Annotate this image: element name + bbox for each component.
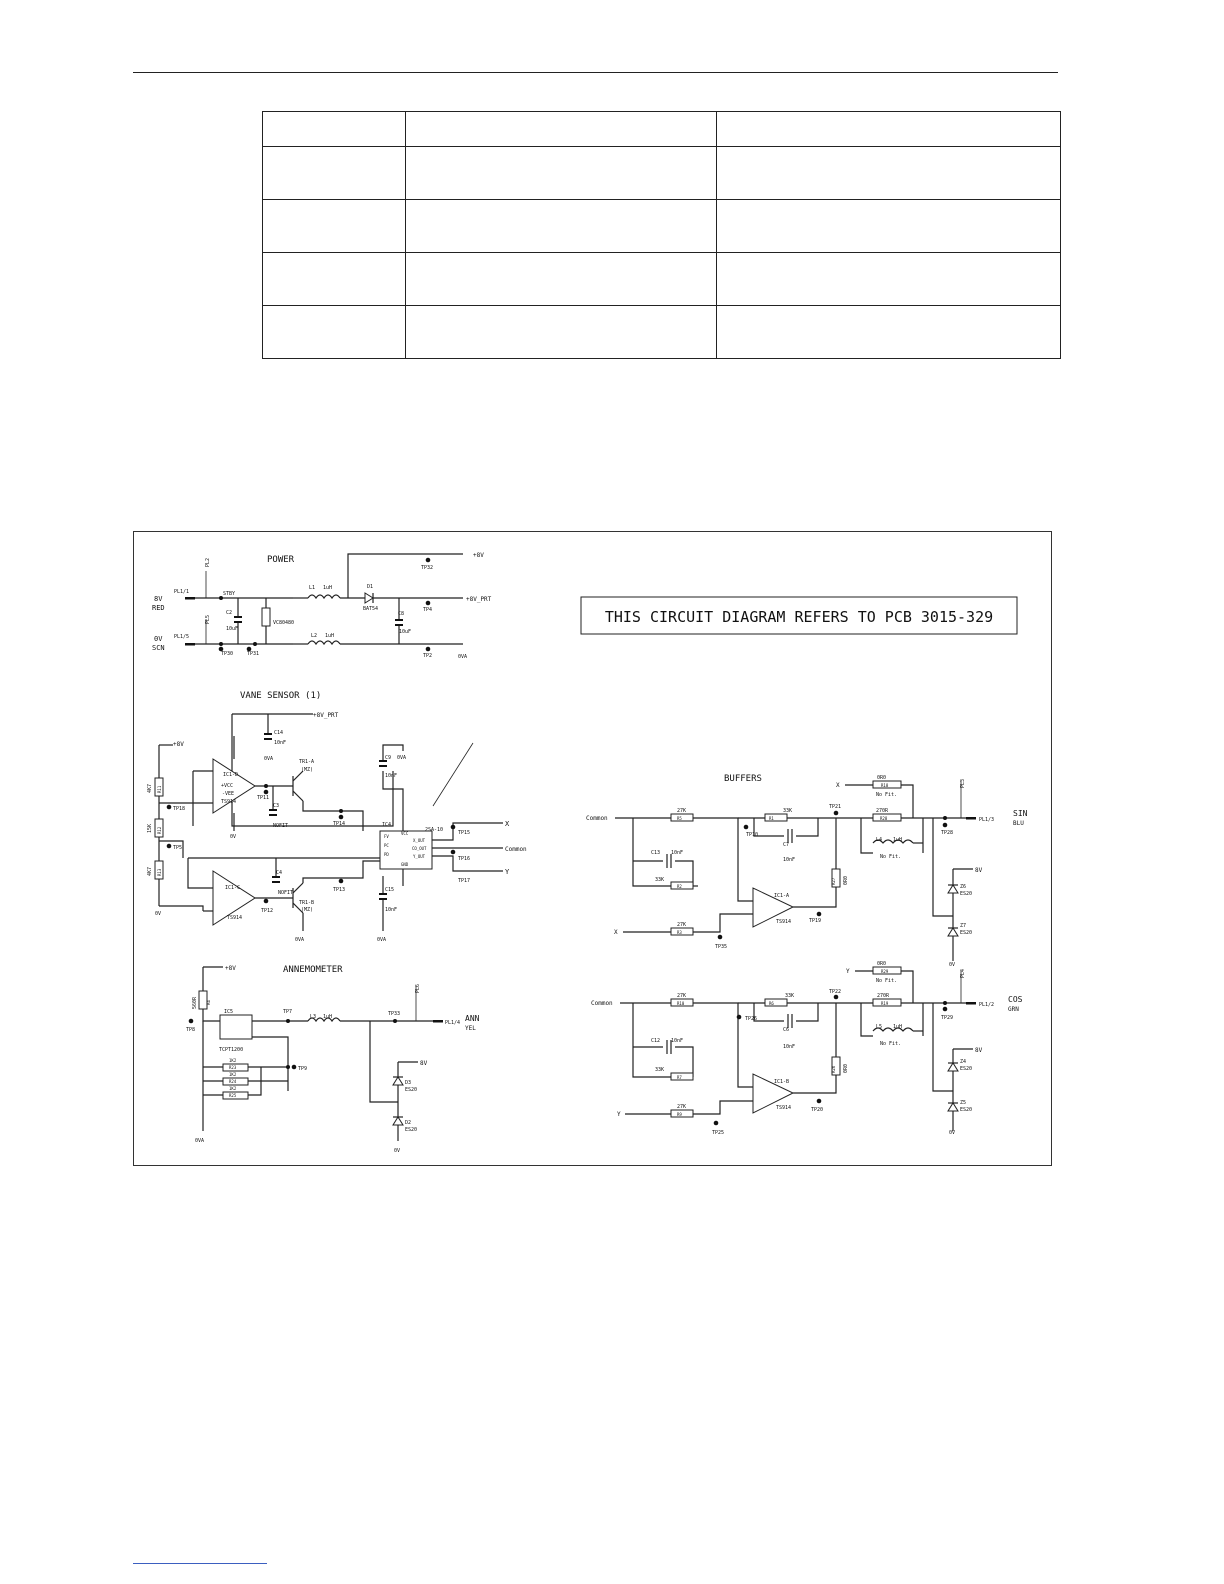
label-8v: 8V: [975, 867, 983, 874]
label-out-x: X: [505, 820, 510, 828]
table-cell: [717, 200, 1061, 253]
label-33k: 33K: [655, 877, 665, 883]
test-point: [714, 1121, 719, 1126]
test-point: [339, 815, 344, 820]
label-tp16: TP16: [458, 856, 471, 862]
table-cell: [406, 200, 717, 253]
label-blu: BLU: [1013, 820, 1024, 827]
label-z7: Z7: [960, 923, 967, 929]
label-ic5: IC5: [224, 1009, 234, 1015]
label-tp21: TP21: [829, 804, 842, 810]
table-cell: [263, 200, 406, 253]
label-l4-val: 1uH: [893, 837, 903, 843]
label-r24: R24: [229, 1079, 237, 1084]
label-c7: C7: [783, 842, 790, 848]
label-4k7: 4K7: [147, 783, 153, 793]
label-tr1-a: TR1-A: [299, 759, 315, 765]
label-c7-val: 10nF: [783, 857, 796, 863]
label-z6: Z6: [960, 884, 967, 890]
pin-label: PC: [384, 843, 389, 848]
table-cell: [717, 112, 1061, 147]
test-point: [167, 844, 172, 849]
table-row: [263, 112, 1061, 147]
vane-sensor-section: [147, 691, 527, 943]
power-section: [152, 552, 492, 660]
label-tp8: TP8: [186, 1027, 196, 1033]
label-ic4: IC4: [382, 822, 392, 828]
label-c8: C8: [398, 611, 405, 617]
label-l2-val: 1uH: [325, 633, 335, 639]
label-c2: C2: [226, 610, 233, 616]
label-tp25: TP25: [712, 1130, 725, 1136]
label-c2-val: 10uF: [226, 626, 239, 632]
test-point: [943, 823, 948, 828]
label-c13: C13: [651, 850, 661, 856]
label-ic1-a: IC1-A: [774, 893, 790, 899]
label-27k: 27K: [677, 922, 687, 928]
label-tp2: TP2: [423, 653, 433, 659]
label-pl6: PL6: [415, 983, 421, 993]
clamp-resistor: [262, 608, 270, 626]
label-c9-val: 10nF: [385, 773, 398, 779]
label-tp12: TP12: [261, 908, 274, 914]
label-es20: ES20: [960, 1066, 973, 1072]
label-pl5: PL5: [205, 614, 211, 624]
label-es20: ES20: [960, 930, 973, 936]
label-560r: 560R: [192, 996, 198, 1009]
pin-label: PD: [384, 852, 389, 857]
label-r2: R2: [677, 884, 682, 889]
label-c12: C12: [651, 1038, 661, 1044]
label-d3: D3: [405, 1080, 412, 1086]
label-l5-val: 1uH: [893, 1024, 903, 1030]
label-0v: 0V: [230, 834, 237, 840]
label-tp5: TP5: [173, 845, 183, 851]
label-0v: 0V: [949, 962, 956, 968]
label-tcpt1200: TCPT1200: [219, 1047, 244, 1053]
label-vc80480: VC80480: [273, 620, 295, 626]
test-point: [943, 1007, 948, 1012]
label-pl1-4: PL1/4: [445, 1020, 461, 1026]
label-pl1-1: PL1/1: [174, 589, 190, 595]
inductor-l1: [308, 595, 340, 598]
label-c3: C3: [273, 803, 280, 809]
pin-label: FV: [384, 834, 389, 839]
label-pl1-2: PL1/2: [979, 1002, 995, 1008]
table-row: [263, 253, 1061, 306]
label-8v: 8V: [420, 1060, 428, 1067]
label-red: RED: [152, 604, 165, 612]
label-0v: 0V: [394, 1148, 401, 1154]
label-vcc: +VCC: [221, 783, 234, 789]
label-0va: 0VA: [195, 1138, 205, 1144]
label-0va: 0VA: [295, 937, 305, 943]
label-27k: 27K: [677, 808, 687, 814]
label-in-x: X: [836, 782, 840, 789]
label-27k: 27K: [677, 1104, 687, 1110]
label-ic1-d: IC1-D: [223, 772, 239, 778]
connector-pin: [966, 817, 976, 820]
test-point: [264, 899, 269, 904]
connector-pin: [185, 643, 195, 646]
label-c8-val: 10uF: [399, 629, 412, 635]
label-ts914: TS914: [221, 799, 237, 805]
label-ic1-b: IC1-B: [774, 1079, 790, 1085]
label-1k2: 1K2: [229, 1072, 237, 1077]
label-l4: L4: [876, 837, 883, 843]
table-cell: [717, 147, 1061, 200]
label-in-y: Y: [846, 968, 850, 975]
resistor-r5: [671, 814, 693, 821]
label-2sa-10: 2SA-10: [425, 827, 444, 833]
label-r11: R11: [157, 785, 162, 793]
label-r26-val: 0R0: [843, 1063, 849, 1073]
label-tp13: TP13: [333, 887, 346, 893]
table-cell: [406, 147, 717, 200]
note-text: THIS CIRCUIT DIAGRAM REFERS TO PCB 3015-329: [604, 608, 994, 626]
label-tp14: TP14: [333, 821, 346, 827]
label-pl4: PL4: [960, 968, 966, 978]
zener-z7: [948, 928, 958, 936]
label-8v-prt: +8V_PRT: [313, 712, 339, 719]
label-in-x: X: [614, 929, 618, 936]
ic5-optical-switch: [220, 1015, 252, 1039]
label-r1: R1: [769, 816, 774, 821]
label-33k: 33K: [783, 808, 793, 814]
label-in-common: Common: [586, 815, 608, 822]
label-l2: L2: [311, 633, 318, 639]
label-r13: R13: [157, 868, 162, 876]
label-l3-val: 1uH: [323, 1014, 333, 1020]
label-ts914: TS914: [776, 1105, 792, 1111]
table-cell: [406, 306, 717, 359]
zener-z5: [948, 1103, 958, 1111]
section-title-power: POWER: [267, 555, 295, 565]
label-r29: R29: [881, 969, 889, 974]
label-mz: (MZ): [301, 767, 314, 773]
label-es20: ES20: [960, 891, 973, 897]
table-cell: [406, 253, 717, 306]
label-0r0: 0R0: [877, 961, 887, 967]
inductor-l2: [308, 641, 340, 644]
label-tp10: TP10: [746, 832, 759, 838]
pin-label: X_OUT: [413, 838, 426, 843]
label-out-8v: +8V: [473, 552, 484, 559]
test-point: [292, 1065, 297, 1070]
label-d2: D2: [405, 1120, 412, 1126]
label-l3: L3: [310, 1014, 317, 1020]
test-point: [264, 790, 269, 795]
connector-pin: [433, 1020, 443, 1023]
label-no-fit: No Fit.: [880, 1041, 902, 1047]
label-vee: -VEE: [222, 791, 235, 797]
label-scn: SCN: [152, 644, 165, 652]
label-tp9: TP9: [298, 1066, 308, 1072]
label-r23: R23: [229, 1065, 237, 1070]
buffers-section: [586, 774, 1028, 1136]
connector-pin: [966, 1002, 976, 1005]
table-row: [263, 200, 1061, 253]
label-ts914: TS914: [776, 919, 792, 925]
label-mz: (MZ): [301, 907, 314, 913]
label-out-common: Common: [505, 846, 527, 853]
label-pl3: PL3: [960, 778, 966, 788]
label-in-common: Common: [591, 1000, 613, 1007]
table-cell: [717, 253, 1061, 306]
label-in-y: Y: [617, 1111, 621, 1118]
label-270r: 270R: [876, 808, 889, 814]
resistor-r3: [671, 928, 693, 935]
label-c13-val: 10nF: [671, 850, 684, 856]
pin-label: VCC: [401, 831, 409, 836]
label-tp18: TP18: [173, 806, 186, 812]
label-tp11: TP11: [257, 795, 270, 801]
label-tp30: TP30: [221, 651, 234, 657]
label-0va: 0VA: [458, 654, 468, 660]
label-out-y: Y: [505, 868, 510, 876]
label-plus-8v: +8V: [225, 965, 236, 972]
label-c14: C14: [274, 730, 284, 736]
pin-label: CO_OUT: [412, 846, 427, 851]
table-cell: [406, 112, 717, 147]
label-tp26: TP26: [745, 1016, 758, 1022]
label-27k: 27K: [677, 993, 687, 999]
table-cell: [263, 306, 406, 359]
label-33k: 33K: [655, 1067, 665, 1073]
pin-label: GND: [401, 862, 409, 867]
label-r5: R5: [677, 816, 682, 821]
label-r25: R25: [229, 1093, 237, 1098]
label-r7: R7: [677, 1075, 682, 1080]
test-point: [744, 825, 749, 830]
label-pl2: PL2: [205, 557, 211, 567]
label-33k: 33K: [785, 993, 795, 999]
data-table: [262, 111, 1061, 359]
label-8v: 8V: [975, 1047, 983, 1054]
label-1k2: 1K2: [229, 1058, 237, 1063]
label-r27-val: 0R0: [843, 875, 849, 885]
label-c3-nofit: NOFIT: [273, 823, 289, 829]
label-stby: STBY: [223, 591, 236, 597]
test-point: [451, 850, 456, 855]
table-row: [263, 306, 1061, 359]
table-row: [263, 147, 1061, 200]
label-d1: D1: [367, 584, 374, 590]
test-point: [718, 935, 723, 940]
label-cos: COS: [1008, 995, 1023, 1004]
label-270r: 270R: [877, 993, 890, 999]
label-c6: C6: [783, 1027, 790, 1033]
zener-d3: [393, 1077, 403, 1085]
section-title-vane: VANE SENSOR (1): [240, 691, 322, 701]
resistor-r4: [199, 991, 207, 1009]
label-tp33: TP33: [388, 1011, 401, 1017]
label-pl1-5: PL1/5: [174, 634, 190, 640]
label-r26: R26: [831, 1065, 836, 1073]
resistor-r9: [671, 1110, 693, 1117]
test-point: [426, 647, 431, 652]
label-out-8v-prt: +8V_PRT: [466, 596, 492, 603]
label-r4: R4: [206, 1000, 211, 1005]
label-0v: 0V: [154, 635, 163, 643]
label-r3: R3: [677, 930, 682, 935]
diode-d1: [365, 593, 373, 603]
label-4k7: 4K7: [147, 866, 153, 876]
label-c15: C15: [385, 887, 395, 893]
label-l1-val: 1uH: [323, 585, 333, 591]
label-pl1-3: PL1/3: [979, 817, 995, 823]
label-c9: C9: [385, 755, 392, 761]
label-tp32: TP32: [421, 565, 434, 571]
label-0r0: 0R0: [877, 775, 887, 781]
label-8v: 8V: [154, 595, 163, 603]
label-c15-val: 10nF: [385, 907, 398, 913]
label-es20: ES20: [405, 1087, 418, 1093]
label-tp19: TP19: [809, 918, 822, 924]
label-no-fit: No Fit.: [880, 854, 902, 860]
label-es20: ES20: [960, 1107, 973, 1113]
label-r27: R27: [831, 877, 836, 885]
leader-line: [433, 743, 473, 806]
test-point: [451, 825, 456, 830]
label-tp15: TP15: [458, 830, 471, 836]
label-0va: 0VA: [264, 756, 274, 762]
label-c12-val: 10nF: [671, 1038, 684, 1044]
label-z4: Z4: [960, 1059, 967, 1065]
label-ann: ANN: [465, 1014, 480, 1023]
label-c6-val: 10nF: [783, 1044, 796, 1050]
label-1k2: 1K2: [229, 1086, 237, 1091]
label-sin: SIN: [1013, 809, 1028, 818]
label-r18: R18: [881, 783, 889, 788]
label-r10: R10: [677, 1001, 685, 1006]
label-yel: YEL: [465, 1025, 476, 1032]
label-r6: R6: [769, 1001, 774, 1006]
label-15k: 15K: [147, 823, 153, 833]
label-c14-val: 10nF: [274, 740, 287, 746]
label-tp28: TP28: [941, 830, 954, 836]
label-no-fit: No Fit.: [876, 978, 898, 984]
label-0va: 0VA: [397, 755, 407, 761]
section-title-buffers: BUFFERS: [724, 774, 762, 784]
label-c4-nofit: NOFIT: [278, 890, 294, 896]
section-title-anemometer: ANNEMOMETER: [283, 965, 343, 975]
annemometer-section: [186, 965, 480, 1154]
label-no-fit: No Fit.: [876, 792, 898, 798]
zener-z6: [948, 885, 958, 893]
header-rule: [133, 72, 1058, 73]
label-grn: GRN: [1008, 1006, 1019, 1013]
test-point: [817, 912, 822, 917]
label-0v: 0V: [155, 911, 162, 917]
label-tr1-b: TR1-B: [299, 900, 315, 906]
label-tp29: TP29: [941, 1015, 954, 1021]
test-point: [339, 879, 344, 884]
test-point: [737, 1015, 742, 1020]
label-0v: 0V: [949, 1130, 956, 1136]
test-point: [426, 558, 431, 563]
label-z5: Z5: [960, 1100, 967, 1106]
label-ic1-c: IC1-C: [225, 885, 241, 891]
label-l1: L1: [309, 585, 316, 591]
label-tp22: TP22: [829, 989, 842, 995]
test-point: [167, 805, 172, 810]
label-r12: R12: [157, 826, 162, 834]
table-cell: [263, 253, 406, 306]
label-bat54: BAT54: [363, 606, 379, 612]
test-point: [834, 811, 839, 816]
test-point: [834, 995, 839, 1000]
connector-pin: [185, 597, 195, 600]
test-point: [817, 1099, 822, 1104]
table-cell: [263, 112, 406, 147]
table-cell: [717, 306, 1061, 359]
resistor-r7: [671, 1073, 693, 1080]
pin-label: Y_OUT: [413, 854, 426, 859]
label-tp31: TP31: [247, 651, 260, 657]
test-point: [189, 1019, 194, 1024]
label-tp4: TP4: [423, 607, 433, 613]
label-r28: R28: [880, 816, 888, 821]
zener-d2: [393, 1117, 403, 1125]
label-tp7: TP7: [283, 1009, 293, 1015]
zener-z4: [948, 1063, 958, 1071]
resistor-r2: [671, 882, 693, 889]
label-tp20: TP20: [811, 1107, 824, 1113]
label-ts914: TS914: [227, 915, 243, 921]
label-es20: ES20: [405, 1127, 418, 1133]
footer-link-rule: [133, 1563, 267, 1564]
label-plus-8v: +8V: [173, 741, 184, 748]
label-c4: C4: [276, 870, 283, 876]
label-tp35: TP35: [715, 944, 728, 950]
circuit-schematic: [133, 531, 1052, 1166]
label-tp17: TP17: [458, 878, 471, 884]
label-0va: 0VA: [377, 937, 387, 943]
label-r9: R9: [677, 1112, 682, 1117]
label-l5: L5: [876, 1024, 883, 1030]
label-r19: R19: [881, 1001, 889, 1006]
test-point: [426, 601, 431, 606]
table-cell: [263, 147, 406, 200]
